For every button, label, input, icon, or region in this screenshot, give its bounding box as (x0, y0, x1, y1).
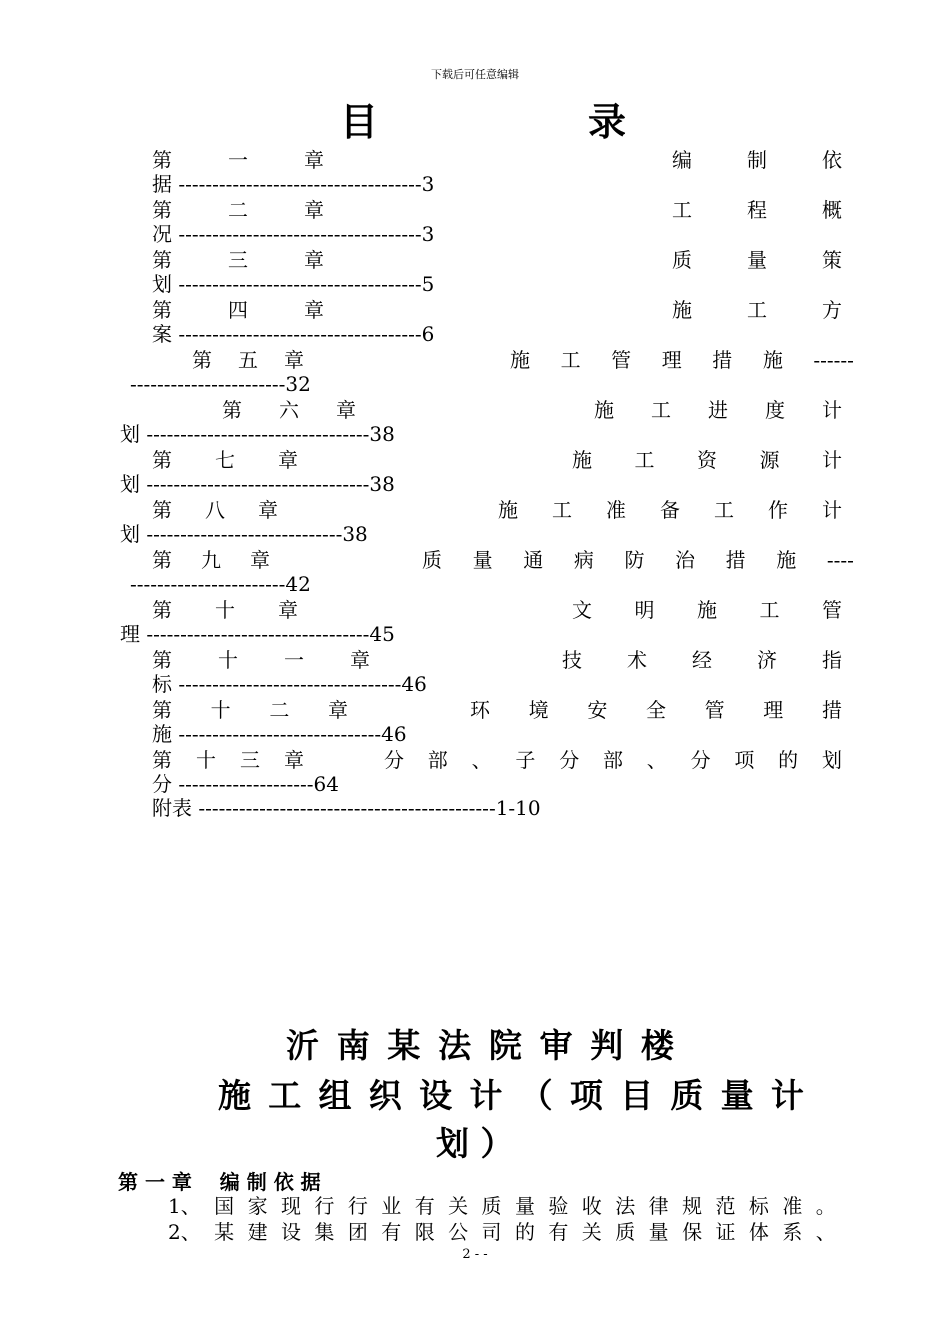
toc-char: 文 (572, 598, 592, 622)
toc-char: 理 (763, 698, 784, 722)
toc-char: 三 (228, 248, 248, 272)
toc-char: 资 (697, 448, 717, 472)
toc-page-leader: 划 -----------------------------38 (120, 522, 368, 546)
toc-char: 章 (304, 148, 324, 172)
body-line (168, 1194, 836, 1218)
toc-char: 第 (152, 248, 172, 272)
toc-char: 计 (822, 448, 842, 472)
body-char: 律 (648, 1194, 669, 1218)
toc-chapter-title (672, 198, 842, 222)
toc-page-leader: -----------------------42 (130, 572, 311, 596)
toc-page-leader: -----------------------32 (130, 372, 311, 396)
title-char: 质 (670, 1076, 704, 1115)
toc-char: 章 (304, 298, 324, 322)
title-char: 计 (770, 1076, 804, 1115)
title-char: 院 (488, 1026, 522, 1065)
toc-char: 章 (284, 348, 304, 372)
body-char: 限 (414, 1220, 435, 1244)
toc-page-leader: 分 --------------------64 (152, 772, 339, 796)
body-char: 。 (815, 1194, 836, 1218)
toc-char: 九 (201, 548, 221, 572)
body-char: 现 (281, 1194, 301, 1218)
toc-char: 章 (327, 698, 348, 722)
toc-char: 术 (627, 648, 647, 672)
toc-char: 第 (152, 298, 172, 322)
toc-page-leader: 施 ------------------------------46 (152, 722, 407, 746)
body-char: 有 (548, 1220, 569, 1244)
toc-char: 工 (560, 348, 581, 372)
toc-chapter-title (498, 498, 842, 522)
toc-char: 第 (152, 698, 172, 722)
toc-chapter-title (672, 248, 842, 272)
toc-chapter-number (152, 148, 324, 172)
toc-char: 第 (152, 598, 172, 622)
toc-char: 备 (660, 498, 680, 522)
title-char: 楼 (640, 1026, 674, 1065)
body-char: 验 (548, 1194, 569, 1218)
toc-char: 计 (822, 398, 842, 422)
title-char: 判 (590, 1026, 624, 1065)
toc-char: 二 (269, 698, 290, 722)
toc-char: 章 (304, 198, 324, 222)
title-char: （ (519, 1076, 553, 1115)
title-char: 织 (368, 1076, 402, 1115)
title-char: 某 (387, 1026, 421, 1065)
toc-char: 第 (222, 398, 242, 422)
toc-char: 编 (672, 148, 692, 172)
body-char: 关 (581, 1220, 602, 1244)
toc-char: 管 (704, 698, 725, 722)
toc-char: 第 (152, 748, 172, 772)
toc-char: 部 (602, 748, 623, 772)
body-char: 收 (581, 1194, 602, 1218)
toc-char: 济 (757, 648, 777, 672)
toc-char: 施 (762, 348, 783, 372)
body-char: 团 (347, 1220, 368, 1244)
body-char: 业 (381, 1194, 402, 1218)
toc-chapter-number (152, 698, 348, 722)
toc-char: 病 (573, 548, 594, 572)
body-char: 规 (682, 1194, 703, 1218)
toc-char: 制 (747, 148, 767, 172)
body-char: 集 (314, 1220, 335, 1244)
toc-char: 计 (822, 498, 842, 522)
toc-char: 指 (822, 648, 842, 672)
body-char: 体 (748, 1220, 769, 1244)
toc-char: 措 (821, 698, 842, 722)
toc-char: 施 (510, 348, 530, 372)
body-char: 司 (481, 1220, 502, 1244)
body-char: 行 (347, 1194, 368, 1218)
body-char: 范 (715, 1194, 736, 1218)
toc-char: 施 (572, 448, 592, 472)
toc-char: 部 (427, 748, 448, 772)
toc-page-leader: 况 ------------------------------------3 (152, 222, 435, 246)
toc-chapter-title (572, 448, 842, 472)
toc-char: 、 (646, 748, 667, 772)
body-char: 证 (715, 1220, 736, 1244)
toc-char: 第 (152, 648, 172, 672)
body-char: 2、 (168, 1220, 201, 1244)
body-char: 的 (514, 1220, 535, 1244)
body-char: 标 (748, 1194, 769, 1218)
toc-chapter-number (192, 348, 304, 372)
title-char: 项 (569, 1076, 603, 1115)
toc-char: 源 (759, 448, 780, 472)
title-char: 计 (469, 1076, 503, 1115)
toc-char: 质 (422, 548, 442, 572)
toc-char: 质 (672, 248, 692, 272)
doc-title-line1 (286, 1024, 674, 1068)
body-char: 某 (214, 1220, 235, 1244)
toc-char: 二 (228, 198, 248, 222)
doc-title-line2 (218, 1074, 804, 1118)
toc-char: 五 (238, 348, 258, 372)
toc-char: 方 (822, 298, 842, 322)
toc-char: 第 (152, 498, 172, 522)
toc-char: 十 (210, 698, 231, 722)
toc-char: 四 (228, 298, 248, 322)
body-char: 、 (815, 1220, 836, 1244)
title-char: 组 (318, 1076, 352, 1115)
toc-chapter-number (222, 398, 356, 422)
toc-char: 七 (215, 448, 235, 472)
toc-chapter-title (594, 398, 842, 422)
toc-char: 六 (279, 398, 299, 422)
toc-char: 施 (697, 598, 717, 622)
toc-char: 第 (152, 548, 172, 572)
page-header: 下载后可任意编辑 (431, 68, 519, 81)
toc-char: 章 (258, 498, 278, 522)
toc-char: 通 (523, 548, 544, 572)
body-char: 关 (448, 1194, 469, 1218)
toc-chapter-number (152, 648, 370, 672)
toc-char: 工 (759, 598, 780, 622)
toc-char: 环 (470, 698, 490, 722)
toc-char: 第 (192, 348, 212, 372)
body-char: 有 (414, 1194, 435, 1218)
toc-char: 工 (672, 198, 692, 222)
toc-page-leader: 理 ---------------------------------45 (120, 622, 395, 646)
toc-char: 依 (822, 148, 842, 172)
body-char: 行 (314, 1194, 335, 1218)
page-footer: 2 - - (462, 1247, 488, 1262)
toc-char: 三 (240, 748, 260, 772)
toc-char: 工 (747, 298, 767, 322)
title-char: 沂 (286, 1026, 319, 1065)
toc-char: 施 (776, 548, 797, 572)
toc-char: 章 (336, 398, 356, 422)
body-char: 国 (214, 1194, 235, 1218)
body-char: 公 (448, 1220, 469, 1244)
toc-char: 工 (714, 498, 734, 522)
toc-char: 施 (498, 498, 518, 522)
toc-char: 第 (152, 148, 172, 172)
body-char: 质 (481, 1194, 502, 1218)
toc-char: 管 (611, 348, 632, 372)
toc-char: 措 (725, 548, 746, 572)
toc-char: 章 (278, 598, 298, 622)
toc-chapter-number (152, 748, 304, 772)
title-char: 设 (419, 1076, 453, 1115)
toc-char: 项 (734, 748, 755, 772)
body-char: 建 (247, 1220, 268, 1244)
toc-page-leader: 案 ------------------------------------6 (152, 322, 435, 346)
toc-char: 工 (651, 398, 671, 422)
toc-char: 的 (778, 748, 799, 772)
toc-page-leader: 标 ---------------------------------46 (152, 672, 427, 696)
toc-char: 章 (250, 548, 270, 572)
toc-appendix: 附表 --------------------------------------------1-10 (152, 796, 541, 820)
toc-char: 防 (624, 548, 645, 572)
toc-page-leader: 据 ------------------------------------3 (152, 172, 435, 196)
title-char: 法 (438, 1026, 472, 1065)
toc-char: 全 (645, 698, 666, 722)
toc-char: 程 (747, 198, 767, 222)
toc-char: 技 (562, 648, 582, 672)
toc-char: 进 (708, 398, 728, 422)
title-char: 工 (268, 1076, 302, 1115)
toc-char: 治 (675, 548, 696, 572)
toc-chapter-title (672, 148, 842, 172)
toc-chapter-number (152, 198, 324, 222)
toc-char: 经 (692, 648, 712, 672)
body-char: 系 (782, 1220, 803, 1244)
toc-char: 准 (606, 498, 626, 522)
toc-chapter-number (152, 248, 324, 272)
chapter-heading: 第 一 章 编 制 依 据 (118, 1170, 321, 1194)
body-char: 质 (615, 1220, 636, 1244)
toc-char: 工 (552, 498, 572, 522)
toc-char: 施 (672, 298, 692, 322)
toc-chapter-title (572, 598, 842, 622)
toc-char: 、 (471, 748, 492, 772)
body-char: 保 (682, 1220, 703, 1244)
toc-char: 章 (304, 248, 324, 272)
toc-char: 措 (712, 348, 733, 372)
toc-char: 策 (822, 248, 842, 272)
toc-char: 一 (228, 148, 248, 172)
toc-char: 概 (822, 198, 842, 222)
title-char: 审 (539, 1026, 573, 1065)
toc-title-left: 目 (340, 99, 379, 144)
toc-char: 量 (747, 248, 767, 272)
body-char: 有 (381, 1220, 402, 1244)
toc-page-leader: 划 ---------------------------------38 (120, 472, 395, 496)
toc-char: 十 (218, 648, 238, 672)
toc-chapter-number (152, 448, 298, 472)
toc-char: ---- (826, 548, 854, 572)
toc-chapter-number (152, 298, 324, 322)
toc-char: 十 (215, 598, 235, 622)
toc-char: 分 (559, 748, 580, 772)
doc-title-line3: 划 ） (436, 1124, 514, 1163)
toc-char: 作 (768, 498, 788, 522)
body-char: 家 (247, 1194, 268, 1218)
toc-title-right: 录 (588, 99, 627, 144)
toc-char: 子 (515, 748, 536, 772)
toc-chapter-number (152, 548, 270, 572)
toc-char: 理 (661, 348, 682, 372)
toc-char: 境 (528, 698, 549, 722)
toc-char: 第 (152, 448, 172, 472)
toc-char: 量 (472, 548, 493, 572)
body-char: 设 (281, 1220, 301, 1244)
toc-char: 章 (278, 448, 298, 472)
toc-char: 安 (587, 698, 608, 722)
toc-chapter-title (470, 698, 842, 722)
toc-chapter-title (422, 548, 854, 572)
body-line (168, 1220, 836, 1244)
title-char: 南 (336, 1026, 370, 1065)
toc-char: 分 (690, 748, 711, 772)
title-char: 量 (720, 1076, 754, 1115)
title-char: 目 (620, 1076, 654, 1115)
toc-chapter-number (152, 598, 298, 622)
toc-char: ------ (813, 348, 854, 372)
body-char: 准 (782, 1194, 803, 1218)
toc-char: 十 (196, 748, 216, 772)
body-char: 1、 (168, 1194, 201, 1218)
toc-char: 工 (634, 448, 655, 472)
body-char: 量 (514, 1194, 535, 1218)
title-char: 施 (218, 1076, 251, 1115)
toc-char: 划 (821, 748, 842, 772)
toc-char: 度 (765, 398, 785, 422)
toc-char: 章 (350, 648, 370, 672)
toc-char: 八 (205, 498, 225, 522)
body-char: 法 (615, 1194, 636, 1218)
toc-chapter-title (510, 348, 854, 372)
toc-char: 章 (284, 748, 304, 772)
body-char: 量 (648, 1220, 669, 1244)
toc-char: 一 (284, 648, 304, 672)
toc-page-leader: 划 ---------------------------------38 (120, 422, 395, 446)
toc-chapter-title (672, 298, 842, 322)
toc-char: 第 (152, 198, 172, 222)
toc-char: 施 (594, 398, 614, 422)
toc-char: 明 (634, 598, 655, 622)
toc-chapter-number (152, 498, 278, 522)
toc-chapter-title (562, 648, 842, 672)
toc-chapter-title (384, 748, 842, 772)
toc-page-leader: 划 ------------------------------------5 (152, 272, 435, 296)
toc-char: 分 (384, 748, 404, 772)
toc-char: 管 (822, 598, 842, 622)
